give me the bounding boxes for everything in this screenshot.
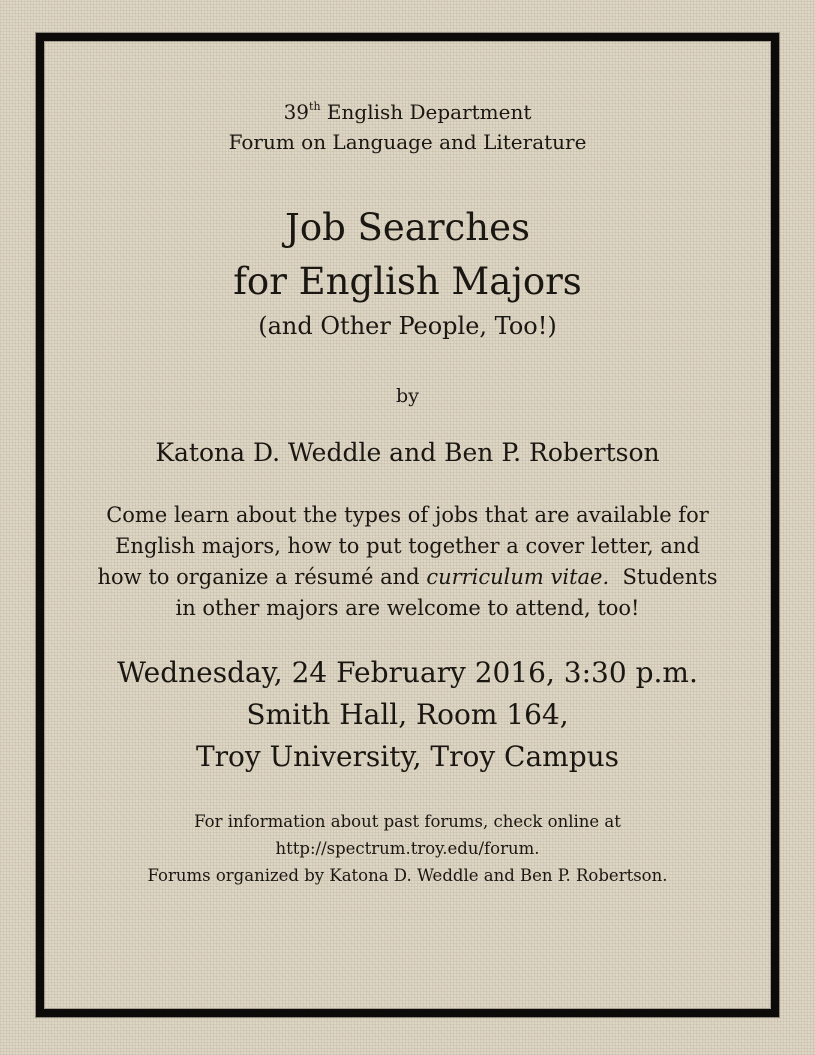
description	[44, 500, 771, 624]
description-line-2: English majors, how to put together a cover letter, and	[115, 534, 700, 558]
footer	[44, 808, 771, 889]
talk-title-line-2: for English Majors	[233, 260, 582, 303]
forum-header	[44, 97, 771, 157]
description-line-3	[44, 562, 771, 593]
forum-name: Forum on Language and Literature	[228, 130, 587, 154]
forum-edition-number: 39	[283, 100, 310, 124]
talk-subtitle: (and Other People, Too!)	[258, 312, 557, 340]
talk-title-line-1: Job Searches	[285, 206, 530, 249]
department-name: English Department	[326, 100, 532, 124]
speakers: Katona D. Weddle and Ben P. Robertson	[155, 438, 660, 467]
organizers-credit: Forums organized by Katona D. Weddle and Ben P. Robertson.	[147, 866, 668, 885]
description-italic-term: curriculum vitae.	[426, 565, 610, 589]
forum-edition-suffix: th	[309, 100, 321, 113]
talk-title	[44, 201, 771, 343]
description-line-3-start: how to organize a résumé and	[97, 565, 420, 589]
by-label: by	[396, 385, 419, 407]
flyer-content	[44, 41, 771, 889]
event-details	[44, 652, 771, 778]
footer-info-text: For information about past forums, check online at	[194, 812, 621, 831]
description-line-4: in other majors are welcome to attend, too!	[175, 596, 640, 620]
description-line-3-end: Students	[622, 565, 718, 589]
event-room: Smith Hall, Room 164,	[246, 698, 569, 731]
forum-url: http://spectrum.troy.edu/forum.	[275, 839, 540, 858]
event-campus: Troy University, Troy Campus	[195, 740, 620, 773]
description-line-1: Come learn about the types of jobs that are available for	[106, 503, 709, 527]
forum-edition-line	[44, 97, 771, 127]
event-datetime: Wednesday, 24 February 2016, 3:30 p.m.	[117, 656, 698, 689]
